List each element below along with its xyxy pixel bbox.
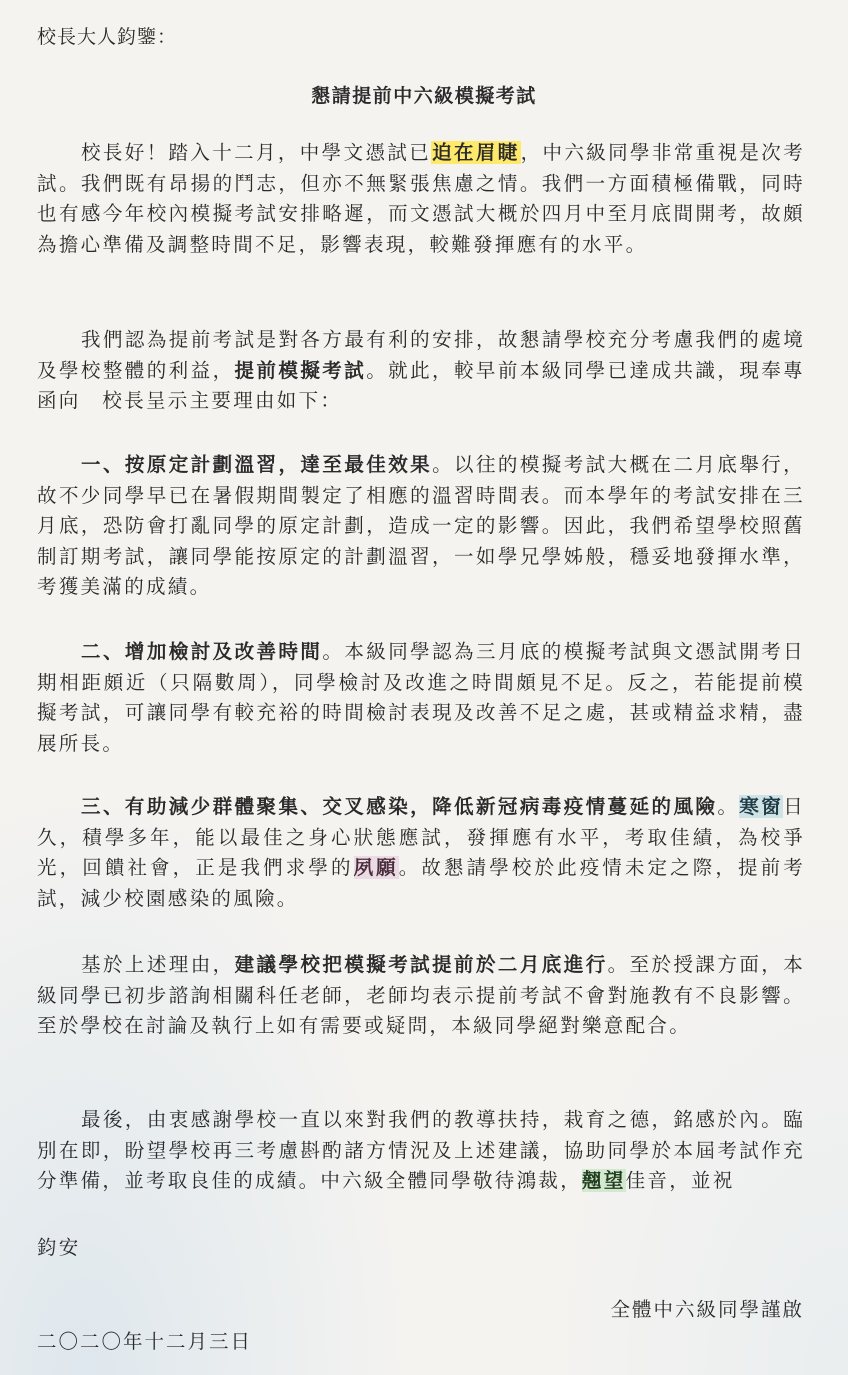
highlighted-phrase: 翹望 xyxy=(582,1169,626,1192)
paragraph-text: 最後，由衷感謝學校一直以來對我們的教導扶持，栽育之德，銘感於內。臨別在即，盼望學校再三考慮斟酌諸方情況及上述建議，協助同學於本屆考試作充分準備，並考取良佳的成績。中六級全體同學敬待鴻裁， xyxy=(37,1108,805,1192)
paragraph-text: 。 xyxy=(717,795,740,818)
paragraph-text: 。故懇請學校於此疫情未定之際，提前考試，減少校園感染的風險。 xyxy=(37,856,805,910)
paragraph-intro xyxy=(37,138,805,260)
paragraph-text: 基於上述理由， xyxy=(81,953,235,976)
paragraph-text: 。就此，較早前本級同學已達成共識，現奉專函向 校長呈示主要理由如下： xyxy=(37,358,805,412)
highlighted-phrase: 夙願 xyxy=(353,856,399,879)
paragraph-closing xyxy=(37,1105,805,1197)
reason-heading: 二、增加檢討及改善時間 xyxy=(81,640,323,663)
closing-greeting: 鈞安 xyxy=(37,1236,81,1259)
signature: 全體中六級同學謹啟 xyxy=(610,1298,804,1321)
paragraph-text: 我們認為提前考試是對各方最有利的安排，故懇請學校充分考慮我們的處境及學校整體的利益， xyxy=(37,328,805,382)
paragraph-text: 校長好！踏入十二月，中學文憑試已 xyxy=(81,141,432,164)
highlighted-phrase: 迫在眉睫 xyxy=(432,141,520,164)
paragraph-reason-3 xyxy=(37,792,805,914)
reason-heading: 三、有助減少群體聚集、交叉感染，降低新冠病毒疫情蔓延的風險 xyxy=(81,795,718,818)
paragraph-request xyxy=(37,325,805,417)
letter-title: 懇請提前中六級模擬考試 xyxy=(311,85,537,107)
paragraph-text: 佳音，並祝 xyxy=(625,1169,735,1192)
bold-phrase: 提前模擬考試 xyxy=(234,358,367,382)
paragraph-proposal xyxy=(37,950,805,1042)
salutation: 校長大人鈞鑒： xyxy=(37,26,178,48)
highlighted-phrase: 寒窗 xyxy=(739,795,784,818)
bold-phrase: 建議學校把模擬考試提前於二月底進行 xyxy=(234,953,608,976)
paragraph-text: 日久，積學多年，能以最佳之身心狀態應試，發揮應有水平，考取佳績，為校爭光，回饋社會，正是我們求學的 xyxy=(37,795,805,879)
paragraph-text: 。本級同學認為三月底的模擬考試與文憑試開考日期相距頗近（只隔數周），同學檢討及改進之時間頗見不足。反之，若能提前模擬考試，可讓同學有較充裕的時間檢討表現及改善不足之處，甚或精益求精，盡展所長。 xyxy=(37,640,805,755)
letter-date: 二〇二〇年十二月三日 xyxy=(37,1330,253,1353)
paragraph-reason-1 xyxy=(37,450,805,603)
paragraph-text: ，中六級同學非常重視是次考試。我們既有昂揚的鬥志，但亦不無緊張焦慮之情。我們一方面積極備戰，同時也有感今年校內模擬考試安排略遲，而文憑試大概於四月中至月底間開考，故頗為擔心準備及調整時間不足，影響表現，較難發揮應有的水平。 xyxy=(37,141,805,256)
reason-heading: 一、按原定計劃溫習，達至最佳效果 xyxy=(81,453,433,476)
paragraph-text: 。以往的模擬考試大概在二月底舉行，故不少同學早已在暑假期間製定了相應的溫習時間表。而本學年的考試安排在三月底，恐防會打亂同學的原定計劃，造成一定的影響。因此，我們希望學校照舊制訂期考試，讓同學能按原定的計劃溫習，一如學兄學姊般，穩妥地發揮水準，考獲美滿的成績。 xyxy=(37,453,805,598)
paragraph-reason-2 xyxy=(37,637,805,759)
paragraph-text: 。至於授課方面，本級同學已初步諮詢相關科任老師，老師均表示提前考試不會對施教有不良影響。至於學校在討論及執行上如有需要或疑問，本級同學絕對樂意配合。 xyxy=(37,953,806,1037)
